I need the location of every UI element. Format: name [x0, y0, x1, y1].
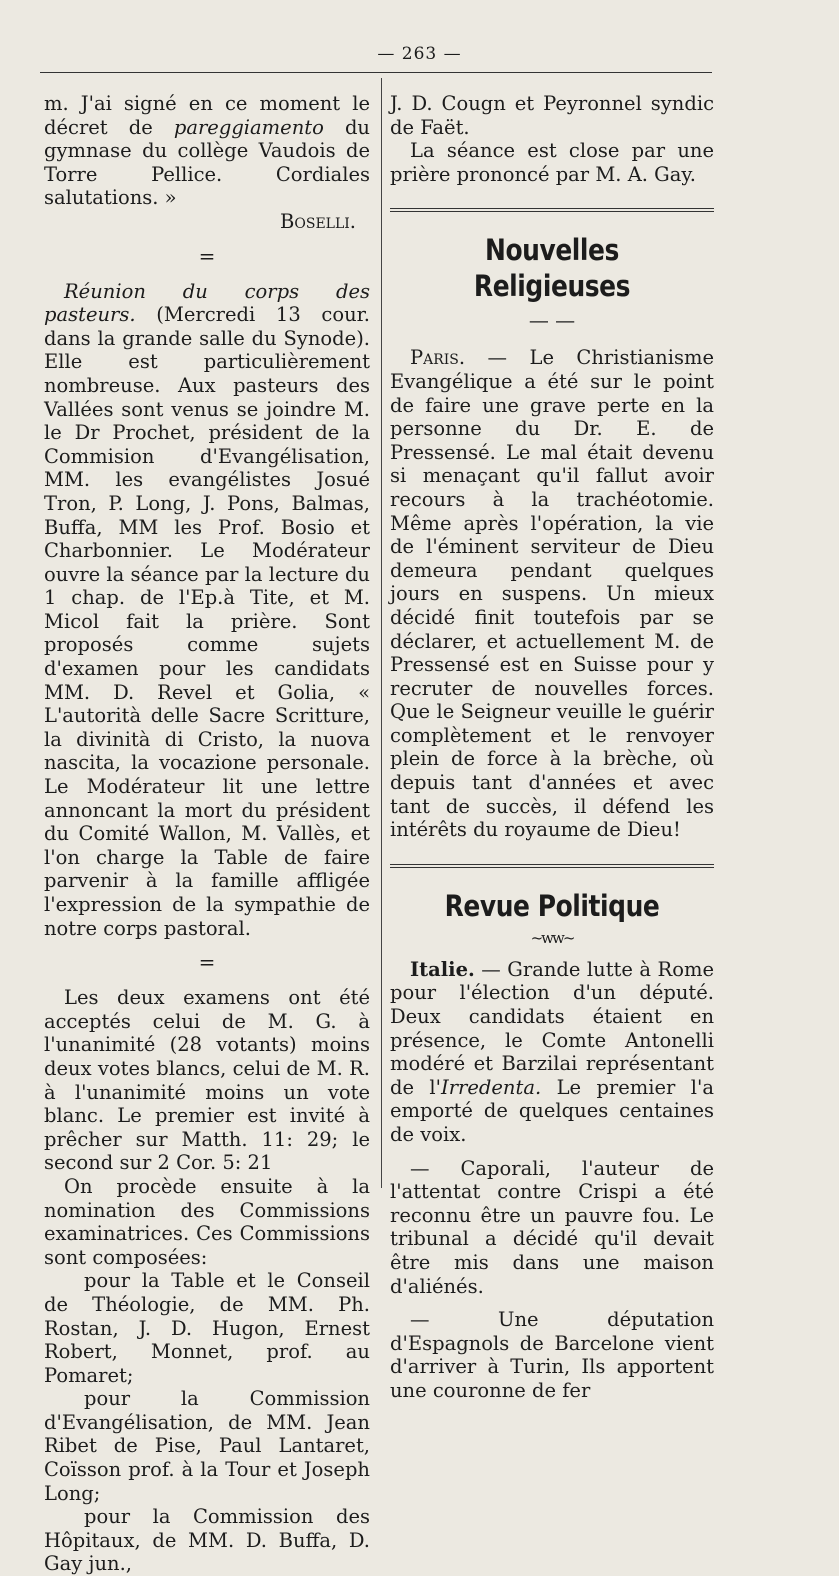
section-rule	[390, 208, 714, 212]
header-rule	[40, 72, 712, 73]
deputation-paragraph: — Une députation d'Espagnols de Barcelone vient d'arriver à Turin, Ils apportent une couronne de fer	[390, 1308, 714, 1402]
section-title-nouvelles-religieuses: Nouvelles Religieuses	[473, 233, 631, 304]
commission-item: pour la Commission d'Evangélisation, de MM. Jean Ribet de Pise, Paul Lantaret, Coïsson prof. à la Tour et Joseph Long;	[44, 1387, 370, 1505]
commission-item: pour la Commission des Hôpitaux, de MM. D. Buffa, D. Gay jun.,	[44, 1505, 370, 1576]
italie-label: Italie.	[410, 957, 475, 981]
intro-rest: du gymnase du collège Vaudois de Torre Pellice. Cordiales salutations. »	[44, 115, 370, 210]
separator: =	[198, 243, 216, 268]
wave-ornament: ~ww~	[530, 928, 574, 947]
examens-paragraph: Les deux examens ont été acceptés celui de M. G. à l'unanimité (28 votants) moins deux votes blancs, celui de M. R. à l'unanimité moins un vote blanc. Le premier est invité à prêcher sur Matth. 11: 29; le second sur 2 Cor. 5: 21	[44, 986, 370, 1175]
left-column	[44, 92, 370, 1576]
section-title-revue-politique: Revue Politique	[444, 888, 660, 923]
section-rule	[390, 864, 714, 868]
paris-label: Paris.	[410, 346, 466, 370]
intro-text: m. J'ai signé en ce moment le décret de	[44, 92, 370, 139]
commissions-paragraph: On procède ensuite à la nomination des Commissions examinatrices. Ces Commissions sont composées:	[44, 1174, 370, 1269]
column-divider	[381, 78, 382, 1188]
signature: Boselli.	[280, 209, 356, 233]
italie-italic: Irredenta.	[441, 1075, 542, 1099]
continuation-paragraph: J. D. Cougn et Peyronnel syndic de Faët.	[390, 92, 714, 139]
italie-rest: Le premier l'a emporté de quelques centaines de voix.	[390, 1075, 714, 1146]
right-column	[390, 92, 714, 1403]
paris-text: — Le Christianisme Evangélique a été sur le point de faire une grave perte en la personne du Dr. E. de Pressensé. Le mal était devenu si menaçant qu'il fallut avoir recours à la trachéotomie. Même après l'opération, la vie de l'éminent serviteur de Dieu demeura pendant quelques jours en suspens. Un mieux décidé finit toutefois par se déclarer, et actuellement M. de Pressensé est en Suisse pour y recruter de nouvelles forces. Que le Seigneur veuille le guérir complètement et le renvoyer plein de force à la brèche, où depuis tant d'années et avec tant de succès, il défend les intérêts du royaume de Dieu!	[390, 346, 714, 842]
section-separator: — —	[528, 308, 576, 333]
page-number: — 263 —	[377, 44, 462, 64]
reunion-heading: Réunion du corps des pasteurs.	[44, 279, 370, 327]
reunion-text: (Mercredi 13 cour. dans la grande salle du Synode). Elle est particulièrement nombreuse. Aux pasteurs des Vallées sont venus se joindre M. le Dr Prochet, président de la Commision d'Evangélisation, MM. les evangélistes Josué Tron, P. Long, J. Pons, Balmas, Buffa, MM les Prof. Bosio et Charbonnier. Le Modérateur ouvre la séance par la lecture du 1 chap. de l'Ep.à Tite, et M. Micol fait la prière. Sont proposés comme sujets d'examen pour les candidats MM. D. Revel et Golia, « L'autorità delle Sacre Scritture, la divinità di Cristo, la nuova nascita, la vocazione personale. Le Modérateur lit une lettre annoncant la mort du président du Comité Wallon, M. Vallès, et l'on charge la Table de faire parvenir à la famille affligée l'expression de la sympathie de notre corps pastoral.	[44, 303, 371, 940]
italie-text: — Grande lutte à Rome pour l'élection d'un député. Deux candidats étaient en présence, le Comte Antonelli modéré et Barzilai représentant de l'	[390, 957, 714, 1099]
reunion-paragraph	[44, 280, 370, 941]
paris-paragraph	[390, 346, 714, 841]
intro-italic: pareggiamento	[173, 115, 324, 139]
italie-paragraph	[390, 958, 714, 1147]
intro-paragraph	[44, 92, 370, 210]
commission-item: pour la Table et le Conseil de Théologie, de MM. Ph. Rostan, J. D. Hugon, Ernest Robert, Monnet, prof. au Pomaret;	[44, 1269, 370, 1387]
separator: =	[198, 950, 216, 975]
caporali-paragraph: — Caporali, l'auteur de l'attentat contre Crispi a été reconnu être un pauvre fou. Le tribunal a décidé qu'il devait être mis dans une maison d'aliénés.	[390, 1156, 714, 1298]
closing-paragraph: La séance est close par une prière prononcé par M. A. Gay.	[390, 139, 714, 186]
